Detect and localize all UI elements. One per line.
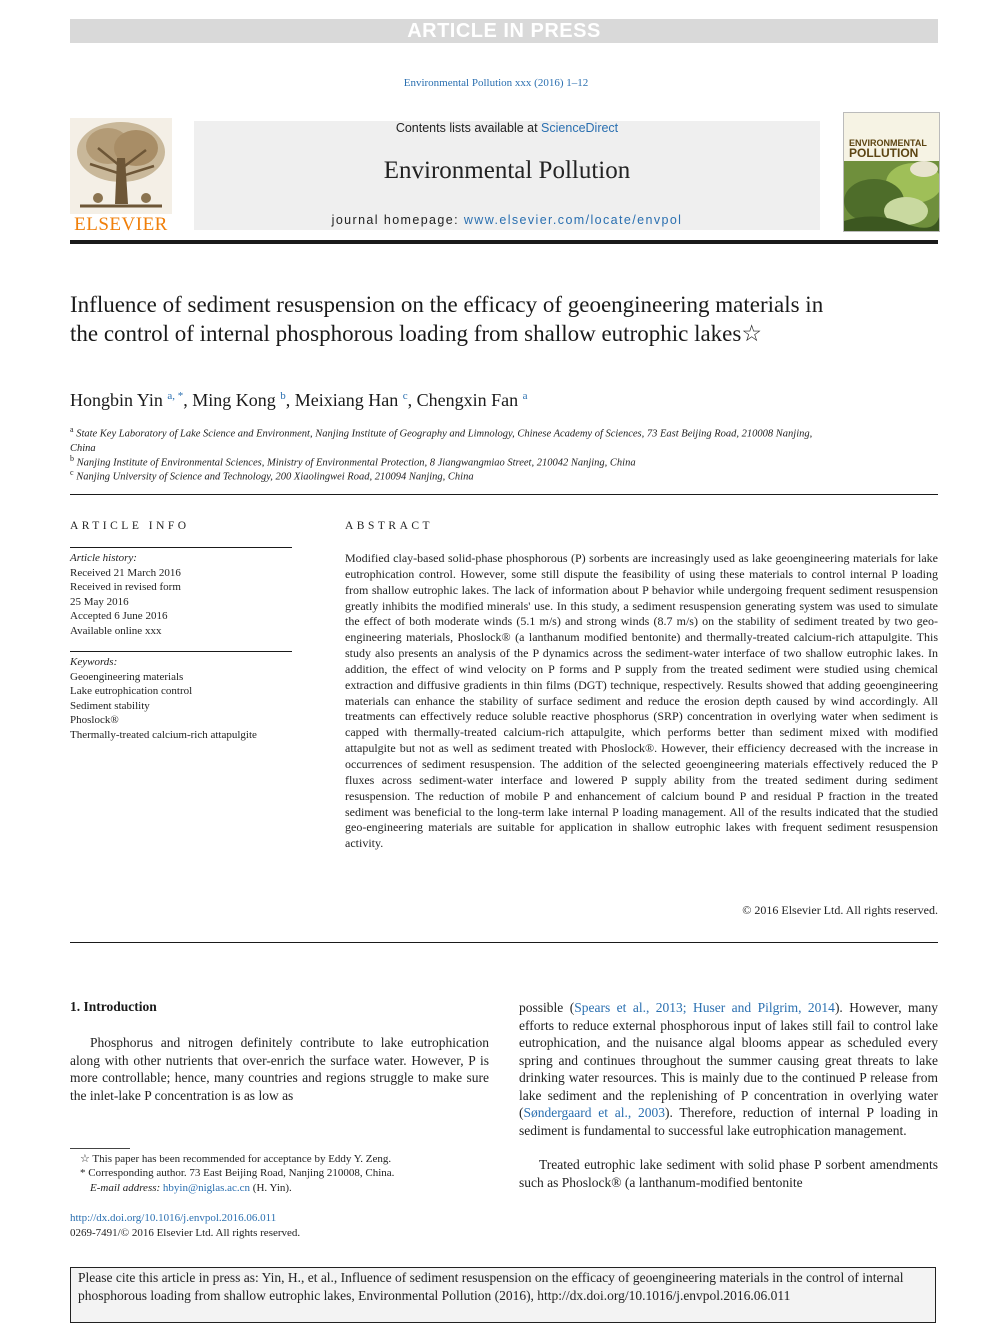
publisher-name: ELSEVIER <box>74 214 168 235</box>
citation-link[interactable]: Søndergaard et al., 2003 <box>523 1105 665 1120</box>
homepage-prefix: journal homepage: <box>331 213 464 227</box>
intro-paragraph: Treated eutrophic lake sediment with solid phase P sorbent amendments such as Phoslock® (a lanthanum-modified bentonite <box>519 1157 938 1190</box>
cover-image-icon <box>844 113 939 231</box>
affiliation-text: Nanjing University of Science and Technology, 200 Xiaolingwei Road, 210094 Nanjing, China <box>76 471 474 483</box>
header-divider <box>70 240 938 244</box>
keyword-item: Geoengineering materials <box>70 670 184 683</box>
email-label: E-mail address: <box>90 1182 163 1194</box>
history-item: Received in revised form <box>70 581 181 593</box>
author-name[interactable]: Meixiang Han <box>294 390 399 410</box>
author-name[interactable]: Chengxin Fan <box>416 390 519 410</box>
elsevier-tree-icon <box>70 118 172 214</box>
author-name[interactable]: Hongbin Yin <box>70 390 163 410</box>
intro-paragraph <box>519 999 938 1139</box>
section-heading: 1. Introduction <box>70 999 157 1014</box>
abstract-text: Modified clay-based solid-phase phosphorous (P) sorbents are increasingly used as lake geoengineering materials for lake eutrophication control. However, some still dispute the feasibility of using these materials to control internal P loading from shallow eutrophic lakes. The lack of information about P behavior while undergoing frequent sediment resuspension greatly inhibits the modified minerals' use. In this study, a sediment resuspension generating system was used to simulate the effect of both moderate winds (5.1 m/s) and strong winds (8.7 m/s) on the stability of sediment treated by two geo-engineering materials, Phoslock® (a lanthanum modified bentonite) and thermally-treated calcium-rich attapulgite. This study also presents an analysis of the P dynamics across the sediment-water interface of two shallow eutrophic lakes. In addition, the effect of wind velocity on P forms and P supply from the treated sediment were studied using chemical extraction and diffusive gradients in thin films (DGT) technique, respectively. Results showed that adding geoengineering materials can enhance the stability of surface sediment and reduce the erosion depth caused by wind accordingly. All treatments can effectively reduce soluble reactive phosphorus (SRP) concentration in overlying water when sediment is capped with thermally-treated calcium-rich attapulgite, which performs better than sediment mixed with modified attapulgite but not as well as sediment treated with Phoslock®. However, their efficiency decreased with the increase in occurrences of sediment resuspension. The addition of the selected geoengineering materials effectively reduced the P fluxes across sediment-water interface and lowered P supply ability from the treated sediment during sediment resuspension. The reduction of mobile P and enhancement of calcium bound P and residual P fraction in the treated sediment was beneficial to the long-term lake internal P loading management. All of the results indicated that the studied geo-engineering materials are suitable for application in shallow eutrophic lakes with frequent sediment resuspension activity. <box>345 551 938 851</box>
email-suffix: (H. Yin). <box>250 1182 292 1194</box>
doi-line <box>70 1211 490 1226</box>
keyword-item: Sediment stability <box>70 699 150 712</box>
intro-text: ). However, many efforts to reduce external phosphorous input of lakes still fail to control lake eutrophication, and the nuisance algal blooms appear as scheduled every spring and continues throughout the summer causing great threats to lake drinking water resources. This is mainly due to the continued P release from lake sediment and the replenishing of P concentration in overlying water ( <box>519 1000 939 1120</box>
article-in-press-banner: ARTICLE IN PRESS <box>70 19 938 43</box>
history-item: 25 May 2016 <box>70 595 129 608</box>
affiliation-mark: c <box>70 468 74 477</box>
abstract-divider <box>70 942 938 943</box>
affiliation <box>70 466 830 485</box>
history-item: Accepted 6 June 2016 <box>70 610 168 622</box>
journal-homepage <box>194 213 820 227</box>
issn-line: 0269-7491/© 2016 Elsevier Ltd. All rights reserved. <box>70 1227 301 1239</box>
sciencedirect-link[interactable]: ScienceDirect <box>541 121 619 135</box>
article-info-heading: ARTICLE INFO <box>70 520 190 532</box>
affiliation-divider <box>70 494 938 495</box>
cover-title-2: POLLUTION <box>849 146 919 160</box>
history-item: Received 21 March 2016 <box>70 566 181 579</box>
affiliation-mark: a <box>70 425 74 434</box>
keywords-label: Keywords: <box>70 656 118 668</box>
keyword-item: Thermally-treated calcium-rich attapulgite <box>70 728 257 741</box>
author-affiliation-mark[interactable]: a <box>522 390 528 402</box>
abstract-copyright: © 2016 Elsevier Ltd. All rights reserved. <box>742 903 938 917</box>
journal-name: Environmental Pollution <box>383 157 631 184</box>
affiliation-text: State Key Laboratory of Lake Science and Environment, Nanjing Institute of Geography and Limnology, Chinese Academy of Sciences, 73 East Beijing Road, 210008 Nanjing, China <box>70 428 813 454</box>
abstract-heading: ABSTRACT <box>345 520 434 532</box>
article-history <box>70 551 292 638</box>
citation-text: Please cite this article in press as: Yin, H., et al., Influence of sediment resuspension on the efficacy of geoengineering materials in the control of internal phosphorous loading from shallow eutrophic lakes, Environmental Pollution (2016), http://dx.doi.org/10.1016/j.envpol.2016.06.011 <box>78 1270 904 1303</box>
journal-cover[interactable] <box>843 112 940 232</box>
author-affiliation-mark[interactable]: a, * <box>167 390 184 402</box>
author-affiliation-mark[interactable]: b <box>280 390 286 402</box>
article-title: Influence of sediment resuspension on the efficacy of geoengineering materials in the control of internal phosphorous loading from shallow eutrophic lakes☆ <box>70 292 824 346</box>
elsevier-logo[interactable] <box>70 118 172 235</box>
cover-title-1: ENVIRONMENTAL <box>849 138 927 148</box>
history-label: Article history: <box>70 552 137 564</box>
journal-reference[interactable]: Environmental Pollution xxx (2016) 1–12 <box>403 77 589 89</box>
citation-link[interactable]: Spears et al., 2013; Huser and Pilgrim, 2014 <box>574 1000 835 1015</box>
author-affiliation-mark[interactable]: c <box>402 390 408 402</box>
keyword-item: Phoslock® <box>70 714 119 726</box>
history-item: Available online xxx <box>70 624 162 637</box>
homepage-link[interactable]: www.elsevier.com/locate/envpol <box>463 213 683 227</box>
article-info-divider <box>70 547 292 548</box>
author-name[interactable]: Ming Kong <box>192 390 276 410</box>
email-link[interactable]: hbyin@niglas.ac.cn <box>162 1182 251 1194</box>
affiliation-mark: b <box>70 454 74 463</box>
keywords-divider <box>70 651 292 652</box>
author-list: Hongbin Yin $^{a, *}$, Ming Kong $^b$, Meixiang Han $^c$, Chengxin Fan $^a$ <box>70 390 528 410</box>
intro-paragraph: Phosphorus and nitrogen definitely contribute to lake eutrophication along with other nutrients that over-enrich the surface water. However, P is more controllable; hence, many countries and regions struggle to make sure the inlet-lake P concentration is as low as <box>70 1035 489 1103</box>
footnote-corresponding: * Corresponding author. 73 East Beijing Road, Nanjing 210008, China. <box>80 1167 395 1179</box>
intro-text: ). Therefore, reduction of internal P loading in sediment is fundamental to successful lake eutrophication management. <box>519 1105 938 1138</box>
intro-text: possible ( <box>519 1000 575 1015</box>
footnote-divider <box>70 1148 130 1149</box>
footnote-email <box>70 1181 510 1196</box>
contents-line <box>194 121 820 135</box>
keywords <box>70 655 292 742</box>
footnote-star: ☆ This paper has been recommended for acceptance by Eddy Y. Zeng. <box>80 1153 392 1165</box>
contents-prefix: Contents lists available at <box>395 121 542 135</box>
affiliation-text: Nanjing Institute of Environmental Sciences, Ministry of Environmental Protection, 8 Jiangwangmiao Street, 210042 Nanjing, China <box>76 457 636 469</box>
keyword-item: Lake eutrophication control <box>70 685 193 697</box>
doi-link[interactable]: http://dx.doi.org/10.1016/j.envpol.2016.06.011 <box>70 1212 277 1224</box>
